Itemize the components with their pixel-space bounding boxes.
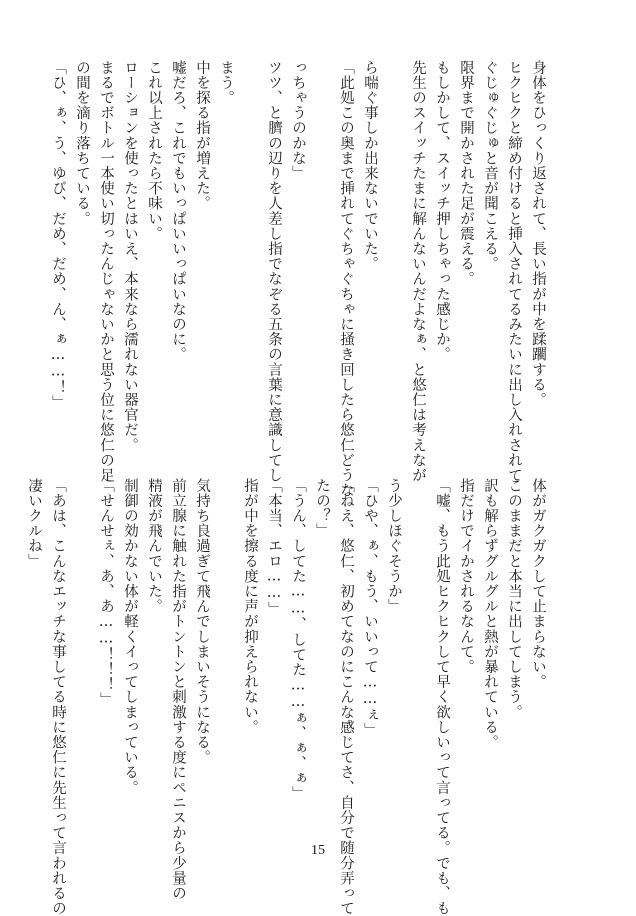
text-line: 「本当、エロ……」	[266, 478, 282, 617]
text-line: ツツ、と臍の辺りを人差し指でなぞる五条の言葉に意識してし	[266, 60, 282, 483]
text-line: ローションを使ったとはいえ、本来なら濡れない器官だ。	[122, 60, 138, 453]
text-line: まるでボトル一本使い切ったんじゃないかと思う位に悠仁の足	[98, 60, 114, 483]
text-line: 中を探る指が増えた。	[194, 60, 210, 211]
text-line: 凄いクルね」	[26, 478, 42, 569]
text-line: 「ひや、ぁ、もう、いいって……ぇ」	[362, 478, 378, 738]
text-line: たの？」	[314, 478, 330, 539]
text-line: 指が中を擦る度に声が抑えられない。	[242, 478, 258, 735]
text-line: ら喘ぐ事しか出来ないでいた。	[362, 60, 378, 272]
text-line: 訳も解らずグルグルと熱が暴れている。	[482, 478, 498, 750]
text-line: 限界まで開かされた足が震える。	[458, 60, 474, 287]
text-line: まう。	[218, 60, 234, 106]
text-line: ぐじゅぐじゅと音が聞こえる。	[482, 60, 498, 272]
text-line: 「嘘、もう此処ヒクヒクして早く欲しいって言ってる。でも、も	[434, 478, 450, 916]
text-line: これ以上されたら不味い。	[146, 60, 162, 242]
text-line: このままだと本当に出してしまう。	[506, 478, 522, 720]
text-line: 「あは、こんなエッチな事してる時に悠仁に先生って言われるの	[50, 478, 66, 916]
page-number: 15	[311, 843, 325, 858]
text-line: 嘘だろ、これでもいっぱいいっぱいなのに。	[170, 60, 186, 362]
text-line: 指だけでイかされるなんて。	[458, 478, 474, 675]
text-line: 気持ち良過ぎて飛んでしまいそうになる。	[194, 478, 210, 765]
text-line: 体がガクガクして止まらない。	[530, 478, 546, 690]
text-line: 「せんせぇ、あ、あ……！！！」	[98, 478, 114, 708]
text-line: 精液が飛んでいた。	[146, 478, 162, 614]
text-line: の間を滴り落ちている。	[74, 60, 90, 227]
text-line: っちゃうのかな」	[290, 60, 306, 181]
text-line: 「ねえ、悠仁、初めてなのにこんな感じてさ、自分で随分弄って	[338, 478, 354, 916]
text-line: ヒクヒクと締め付けると挿入されてるみたいに出し入れされて	[506, 60, 522, 483]
text-line: 先生のスイッチたまに解んないんだよなぁ、と悠仁は考えなが	[410, 60, 426, 483]
upper-text-column	[22, 60, 550, 498]
text-line: 「ひ、ぁ、う、ゆび、だめ、だめ、ん、ぁ……！」	[50, 60, 66, 411]
text-line: 前立腺に触れた指がトントンと刺激する度にペニスから少量の	[170, 478, 186, 901]
text-line: もしかして、スイッチ押しちゃった感じか。	[434, 60, 450, 362]
text-line: 「うん、してた……、してた……ぁ、ぁ、ぁ」	[290, 478, 306, 802]
text-line: 「此処この奥まで挿れてぐちゃぐちゃに掻き回したら悠仁どうな	[338, 60, 354, 498]
text-line: 身体をひっくり返されて、長い指が中を蹂躙する。	[530, 60, 546, 408]
text-line: う少しほぐそうか」	[386, 478, 402, 614]
text-line: 制御の効かない体が軽くイってしまっている。	[122, 478, 138, 796]
